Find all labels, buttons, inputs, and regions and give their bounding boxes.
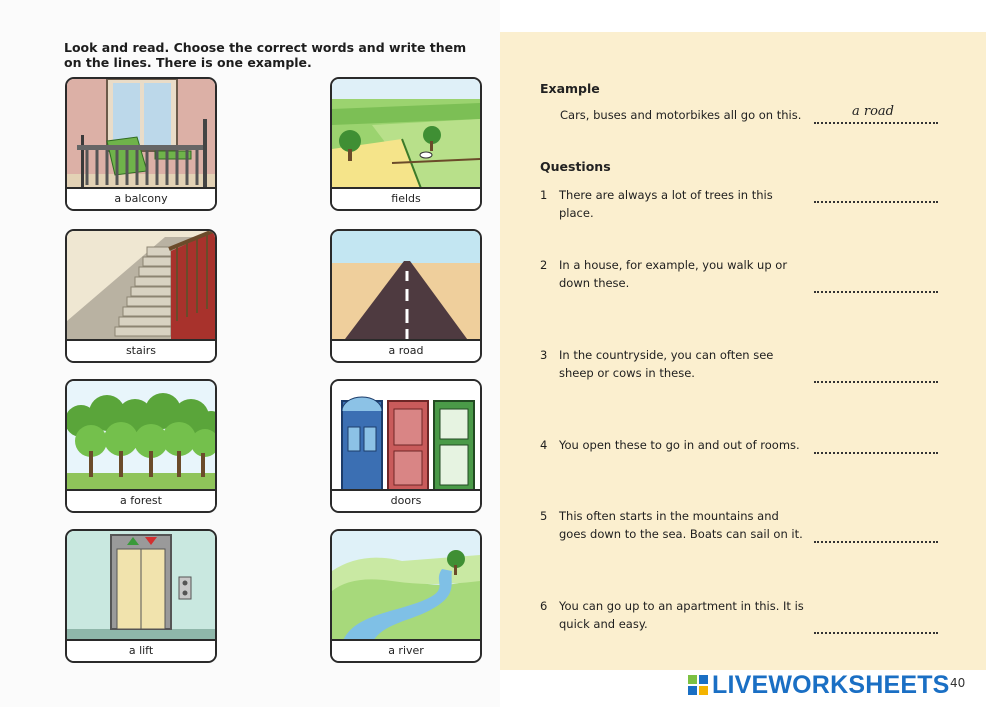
liveworksheets-logo-icon xyxy=(688,675,708,695)
balcony-picture xyxy=(67,79,215,191)
picture-card-forest xyxy=(65,379,217,513)
picture-label: stairs xyxy=(67,339,215,361)
page-number: 40 xyxy=(950,676,966,690)
example-heading: Example xyxy=(540,81,600,96)
picture-card-balcony xyxy=(65,77,217,211)
brand-name: LIVEWORKSHEETS xyxy=(712,671,950,699)
question-number: 5 xyxy=(540,509,548,523)
lift-picture xyxy=(67,531,215,643)
answer-field-3[interactable] xyxy=(814,381,938,383)
question-number: 1 xyxy=(540,188,548,202)
picture-label: a road xyxy=(332,339,480,361)
picture-label: a river xyxy=(332,639,480,661)
question-text: You can go up to an apartment in this. It is quick and easy. xyxy=(559,599,804,631)
fields-picture xyxy=(332,79,480,191)
instructions: Look and read. Choose the correct words and write them on the lines. There is one example. xyxy=(64,40,467,70)
picture-label: a forest xyxy=(67,489,215,511)
picture-card-lift xyxy=(65,529,217,663)
picture-label: a lift xyxy=(67,639,215,661)
picture-label: fields xyxy=(332,187,480,209)
question-number: 6 xyxy=(540,599,548,613)
picture-card-doors xyxy=(330,379,482,513)
question-number: 4 xyxy=(540,438,548,452)
forest-picture xyxy=(67,381,215,493)
answer-field-2[interactable] xyxy=(814,291,938,293)
stairs-picture xyxy=(67,231,215,343)
doors-picture xyxy=(332,381,480,493)
answer-field-4[interactable] xyxy=(814,452,938,454)
river-picture xyxy=(332,531,480,643)
picture-card-road xyxy=(330,229,482,363)
example-text: Cars, buses and motorbikes all go on this. xyxy=(560,108,802,122)
question-text: This often starts in the mountains and goes down to the sea. Boats can sail on it. xyxy=(559,509,803,541)
answer-field-5[interactable] xyxy=(814,541,938,543)
question-text: In the countryside, you can often see sheep or cows in these. xyxy=(559,348,774,380)
question-number: 3 xyxy=(540,348,548,362)
picture-card-fields xyxy=(330,77,482,211)
road-picture xyxy=(332,231,480,343)
answer-field-1[interactable] xyxy=(814,201,938,203)
question-text: In a house, for example, you walk up or down these. xyxy=(559,258,788,290)
picture-label: a balcony xyxy=(67,187,215,209)
picture-card-river xyxy=(330,529,482,663)
example-answer-line xyxy=(814,122,938,124)
questions-heading: Questions xyxy=(540,159,611,174)
answer-field-6[interactable] xyxy=(814,632,938,634)
question-text: There are always a lot of trees in this place. xyxy=(559,188,773,220)
question-text: You open these to go in and out of rooms. xyxy=(559,438,800,452)
question-number: 2 xyxy=(540,258,548,272)
picture-card-stairs xyxy=(65,229,217,363)
picture-label: doors xyxy=(332,489,480,511)
example-answer: a road xyxy=(852,104,894,119)
